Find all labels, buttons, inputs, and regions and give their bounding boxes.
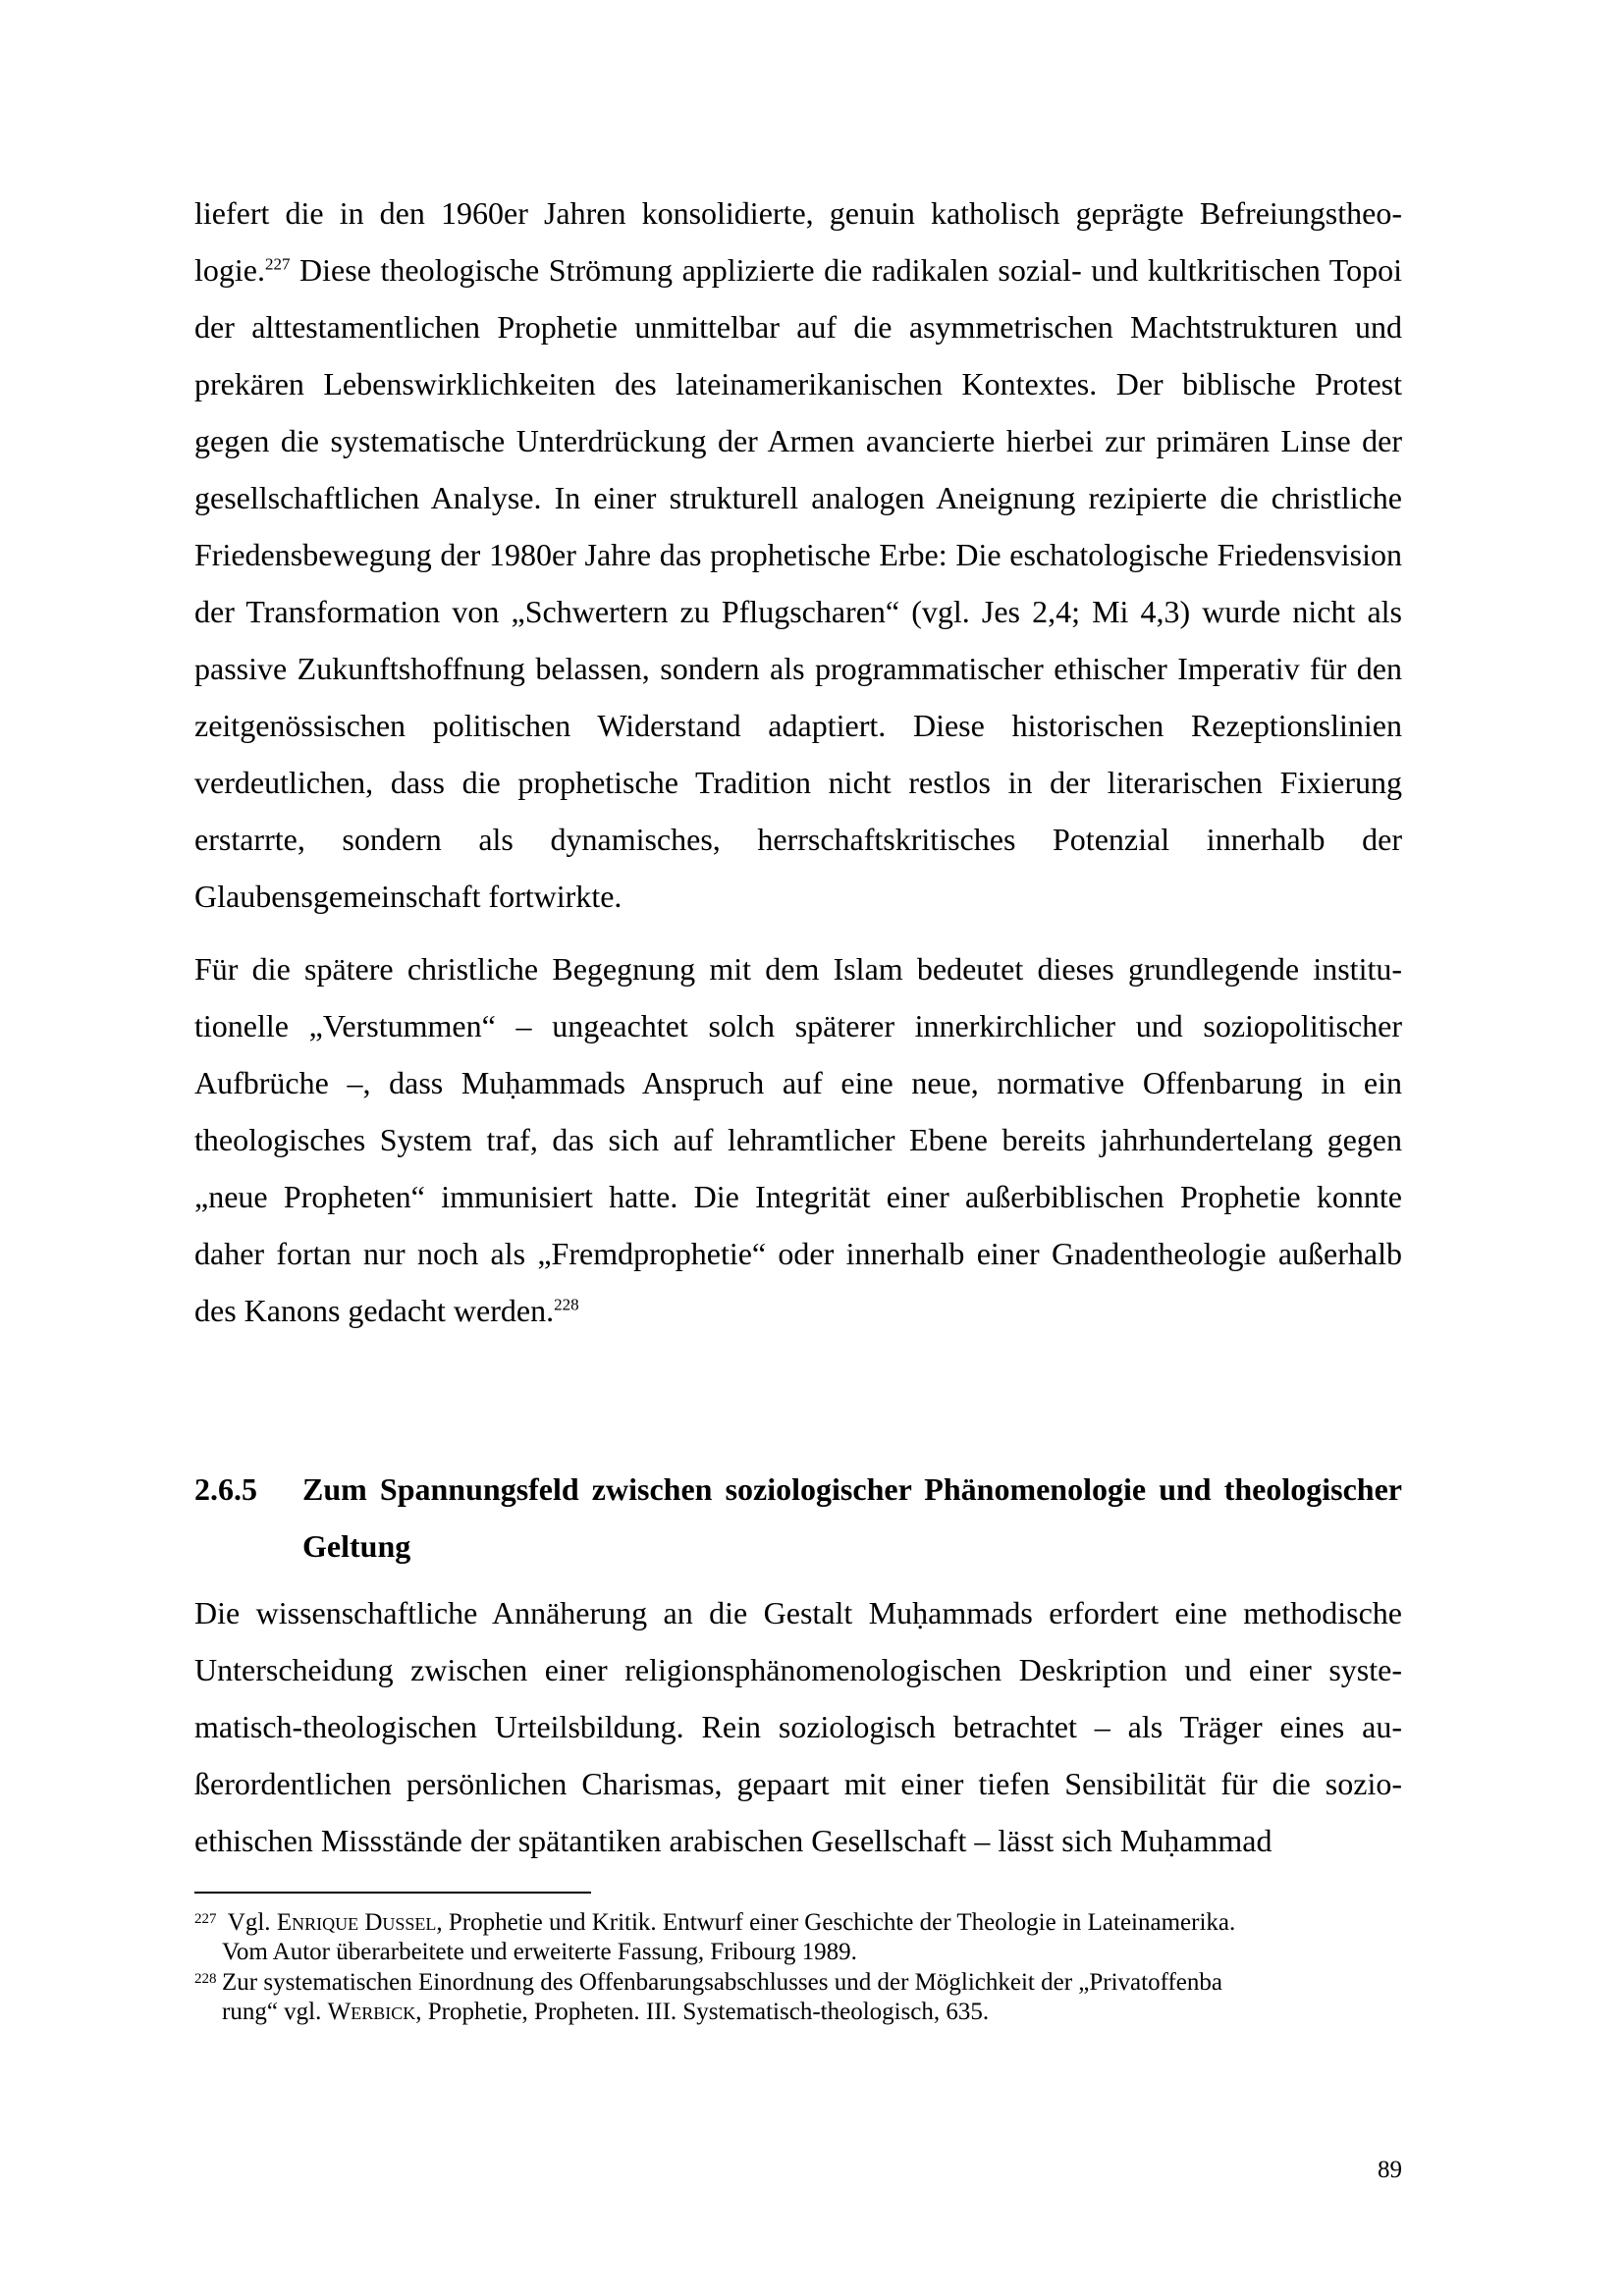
- footnote-227-line1: , Prophetie und Kritik. Entwurf einer Geschichte der Theologie in Lateinamerika.: [436, 1909, 1236, 1936]
- paragraph-3: [194, 1584, 1402, 1869]
- footnote-227-line2: Vom Autor überarbeitete und erweiterte Fassung, Fribourg 1989.: [222, 1939, 857, 1965]
- paragraph-1-text-start: liefert die in den 1960er Jahren konsolidierte, genuin katholisch geprägte Befreiungstheologie.: [194, 195, 1402, 288]
- footnote-ref-227[interactable]: 227: [264, 254, 291, 274]
- paragraph-1: [194, 185, 1402, 925]
- footnote-227-mark: 227: [194, 1911, 217, 1927]
- section-number: 2.6.5: [194, 1471, 257, 1507]
- footnote-227-author: Enrique Dussel: [276, 1909, 437, 1936]
- footnote-227-pre: Vgl.: [222, 1909, 277, 1936]
- section-title: Zum Spannungsfeld zwischen soziologischer Phänomenologie und theologischer Geltung: [302, 1471, 1402, 1564]
- footnote-228-line2-rest: , Prophetie, Propheten. III. Systematisch-theologisch, 635.: [415, 1999, 990, 2025]
- footnote-227: [194, 1908, 1402, 1967]
- footnote-228-line2: [194, 1998, 1402, 2027]
- footnote-separator: [194, 1892, 591, 1894]
- footnote-ref-228[interactable]: 228: [554, 1295, 579, 1314]
- paragraph-2: [194, 940, 1402, 1339]
- section-heading: [194, 1461, 1402, 1575]
- footnote-228-line1: Zur systematischen Einordnung des Offenbarungsabschlusses und der Möglichkeit der „Privatoffenba: [222, 1969, 1222, 1996]
- footnote-228-author: Werbick: [327, 1999, 416, 2025]
- paragraph-3-text: Die wissenschaftliche Annäherung an die Gestalt Muḥammads erfordert eine methodische Unterscheidung zwischen einer religionsphänomenologischen Deskription und einer systematisch-theologischen Urteilsbildung. Rein soziologisch betrachtet – als Träger eines außerordentlichen persönlichen Charismas, gepaart mit einer tiefen Sensibilität für die sozioethischen Missstände der spätantiken arabischen Gesellschaft – lässt sich Muḥammad: [194, 1595, 1402, 1858]
- page-number: 89: [1378, 2157, 1402, 2183]
- footnote-228-line2-pre: rung“ vgl.: [222, 1999, 328, 2025]
- paragraph-2-text: Für die spätere christliche Begegnung mit dem Islam bedeutet dieses grundlegende institutionelle „Verstummen“ – ungeachtet solch späterer innerkirchlicher und soziopolitischer Aufbrüche –, dass Muḥammads Anspruch auf eine neue, normative Offenbarung in ein theologisches System traf, das sich auf lehramtlicher Ebene bereits jahrhundertelang gegen „neue Propheten“ immunisiert hatte. Die Integrität einer außerbiblischen Prophetie konnte daher fortan nur noch als „Fremdprophetie“ oder innerhalb einer Gnadentheologie außerhalb des Kanons gedacht werden.: [194, 951, 1402, 1328]
- footnote-228: [194, 1968, 1402, 2027]
- paragraph-1-text-rest: Diese theologische Strömung applizierte die radikalen sozial- und kultkritischen Topoi der alttestamentlichen Prophetie unmittelbar auf die asymmetrischen Machtstrukturen und prekären Lebenswirklichkeiten des lateinamerikanischen Kontextes. Der biblische Protest gegen die systematische Unterdrückung der Armen avancierte hierbei zur primären Linse der gesellschaftlichen Analyse. In einer strukturell analogen Aneignung rezipierte die christliche Friedensbewegung der 1980er Jahre das prophetische Erbe: Die eschatologische Friedensvision der Transformation von „Schwertern zu Pflugscharen“ (vgl. Jes 2,4; Mi 4,3) wurde nicht als passive Zukunftshoffnung belassen, sondern als programmatischer ethischer Imperativ für den zeitgenössischen politischen Widerstand adaptiert. Diese historischen Rezeptionslinien verdeutlichen, dass die prophetische Tradition nicht restlos in der literarischen Fixierung erstarrte, sondern als dynamisches, herrschaftskritisches Potenzial innerhalb der Glaubensgemeinschaft fortwirkte.: [194, 252, 1402, 914]
- footnote-228-mark: 228: [194, 1971, 217, 1987]
